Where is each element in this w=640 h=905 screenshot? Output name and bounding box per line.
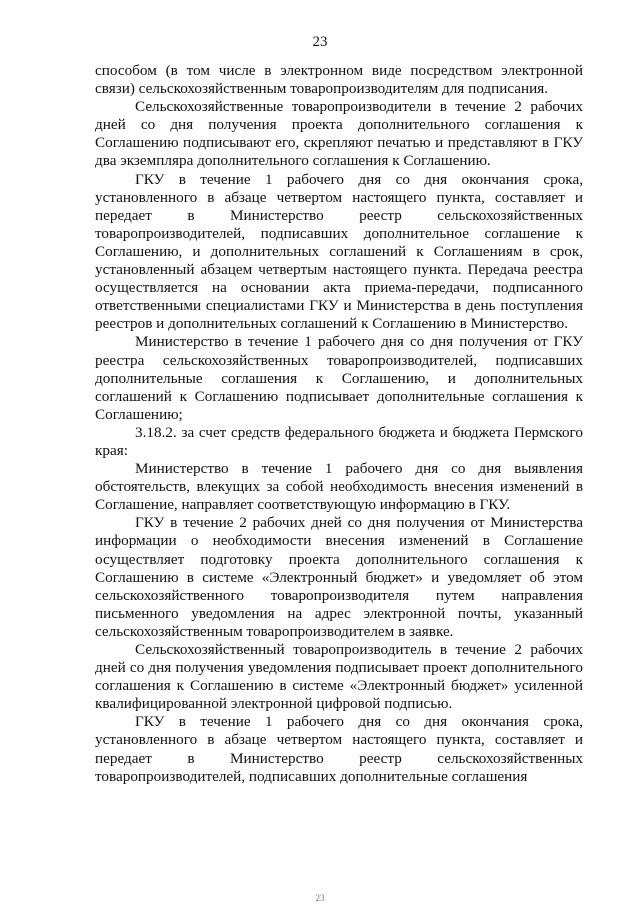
paragraph-3: ГКУ в течение 1 рабочего дня со дня окончания срока, установленного в абзаце четвертом настоящего пункта, составляет и передает в Министерство реестр сельскохозяйственных товаропроизводителей, подписавших дополнительное соглашение к Соглашению, и дополнительных соглашений к Соглашениям в срок, установленный абзацем четвертым настоящего пункта. Передача реестра осуществляется на основании акта приема-передачи, подписанного ответственными специалистами ГКУ и Министерства в день поступления реестров и дополнительных соглашений к Соглашению в Министерство. — [95, 170, 583, 333]
paragraph-6: Министерство в течение 1 рабочего дня со дня выявления обстоятельств, влекущих за собой необходимость внесения изменений в Соглашение, направляет соответствующую информацию в ГКУ. — [95, 460, 583, 514]
paragraph-4: Министерство в течение 1 рабочего дня со дня получения от ГКУ реестра сельскохозяйственных товаропроизводителей, подписавших дополнительные соглашения к Соглашению, и дополнительных соглашений к Соглашению подписывает дополнительные соглашения к Соглашению; — [95, 333, 583, 423]
page-number: 23 — [312, 34, 328, 50]
paragraph-1: способом (в том числе в электронном виде посредством электронной связи) сельскохозяйственным товаропроизводителям для подписания. — [95, 62, 583, 98]
footer-page-mark: 23 — [315, 893, 325, 903]
paragraph-5: 3.18.2. за счет средств федерального бюджета и бюджета Пермского края: — [95, 423, 583, 459]
document-body — [95, 62, 583, 786]
paragraph-2: Сельскохозяйственные товаропроизводители в течение 2 рабочих дней со дня получения проекта дополнительного соглашения к Соглашению подписывают его, скрепляют печатью и представляют в ГКУ два экземпляра дополнительного соглашения к Соглашению. — [95, 98, 583, 170]
paragraph-9: ГКУ в течение 1 рабочего дня со дня окончания срока, установленного в абзаце четвертом настоящего пункта, составляет и передает в Министерство реестр сельскохозяйственных товаропроизводителей, подписавших дополнительные соглашения — [95, 713, 583, 785]
paragraph-7: ГКУ в течение 2 рабочих дней со дня получения от Министерства информации о необходимости внесения изменений в Соглашение осуществляет подготовку проекта дополнительного соглашения к Соглашению в системе «Электронный бюджет» и уведомляет об этом сельскохозяйственного товаропроизводителя путем направления письменного уведомления на адрес электронной почты, указанный сельскохозяйственным товаропроизводителем в заявке. — [95, 514, 583, 640]
paragraph-8: Сельскохозяйственный товаропроизводитель в течение 2 рабочих дней со дня получения уведомления подписывает проект дополнительного соглашения к Соглашению в системе «Электронный бюджет» усиленной квалифицированной электронной цифровой подписью. — [95, 641, 583, 713]
